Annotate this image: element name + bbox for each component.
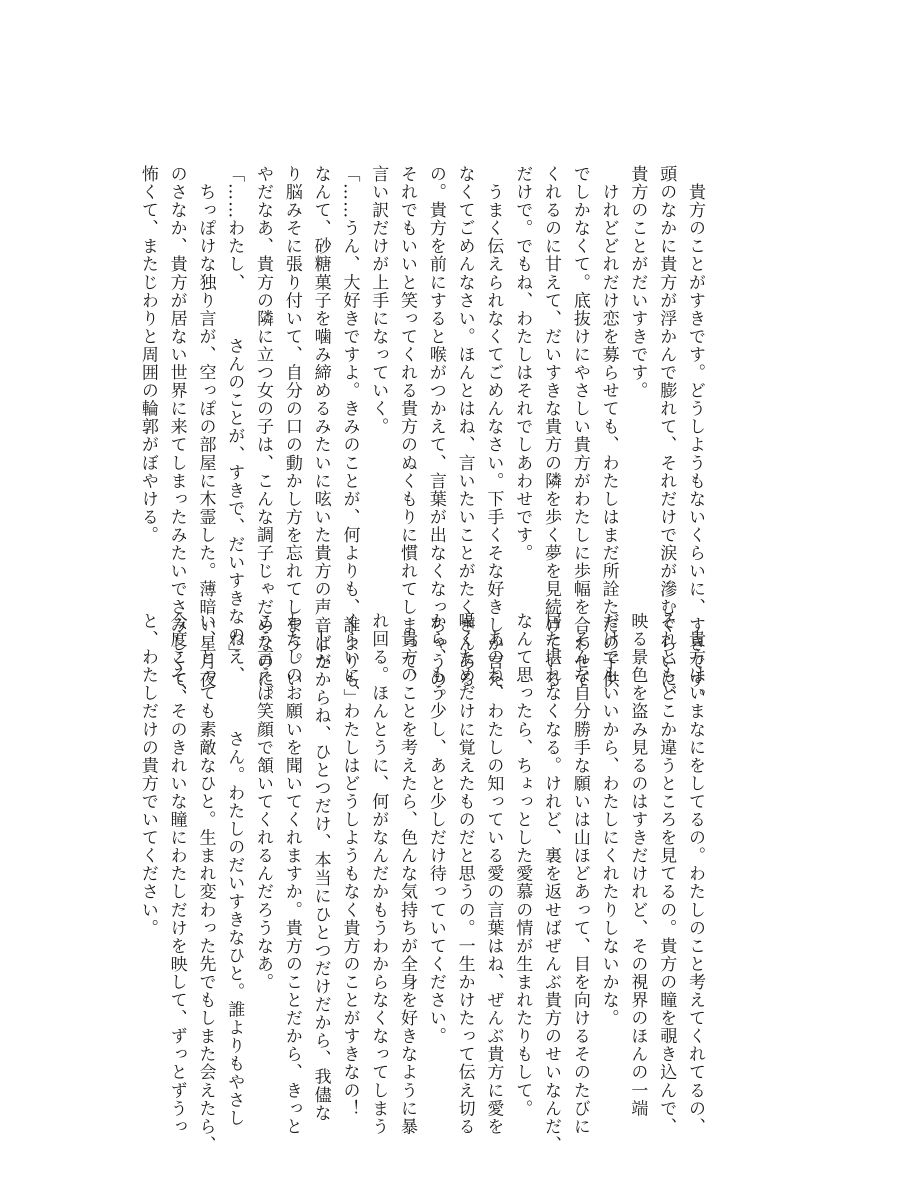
text-line: のさなか、貴方が居ない世界に来てしまったみたいでさみしくて、 <box>166 165 187 707</box>
text-line: 貴方はいまなにをしてるの。わたしのこと考えてくれてるの、 <box>685 612 705 1136</box>
text-line: ちっぽけな独り言が、空っぽの部屋に木霊した。薄暗い星月夜 <box>195 165 216 689</box>
text-line: だけでもいいから、わたしにくれたりしないかな。 <box>598 612 619 1028</box>
text-line: それともどこか違うところを見てるの。貴方の瞳を覗き込んで、 <box>656 612 677 1136</box>
text-line: り脳みそに張り付いて、自分の口の動かし方を忘れてしまう。い <box>281 165 302 689</box>
text-line: 貴方のことがだいすきです。 <box>627 165 648 400</box>
text-line: れ回る。ほんとうに、何がなんだかもうわからなくなってしまう <box>368 612 389 1136</box>
text-line: 居た堪れなくなる。けれど、裏を返せばぜんぶ貴方のせいなんだ、 <box>541 612 562 1154</box>
text-line: なんて思ったら、ちょっとした愛慕の情が生まれたりもして。 <box>512 612 533 1118</box>
text-line: なんて、砂糖菓子を噛み締めるみたいに呟いた貴方の声音ばか <box>310 165 331 671</box>
text-line: でしかなくて。底抜けにやさしい貴方がわたしに歩幅を合わせて <box>569 165 590 689</box>
text-line: それでもいいと笑ってくれる貴方のぬくもりに慣れてしまって、 <box>397 165 418 689</box>
text-line: から、もう少し、あと少しだけ待っていてください。 <box>425 612 446 1046</box>
text-line: けれどどれだけ恋を募らせても、わたしはまだ所詮ただの子供 <box>598 165 619 689</box>
lower-text-block <box>137 612 709 1154</box>
text-line: の。貴方を前にすると喉がつかえて、言葉が出なくなっちゃうの。 <box>425 165 446 707</box>
text-line: 言い訳だけが上手になっていく。 <box>368 165 389 436</box>
text-line: だけで。でもね、わたしはそれでしあわせです。 <box>512 165 533 563</box>
text-line: 怖くて、またじわりと周囲の輪郭がぼやける。 <box>137 165 158 545</box>
text-line: 映る景色を盗み見るのはすきだけれど、その視界のほんの一端 <box>627 612 648 1118</box>
text-line: あのね、わたしの知っている愛の言葉はね、ぜんぶ貴方に愛を <box>483 612 504 1136</box>
text-line: くれるのに甘えて、だいすきな貴方の隣を歩く夢を見続けている <box>541 165 562 689</box>
text-line: 今度こそ、そのきれいな瞳にわたしだけを映して、ずっとずうっ <box>166 612 187 1136</box>
text-line: 貴方のことがすきです。どうしようもないくらいに、すきです。 <box>685 165 705 707</box>
text-line: 貴方のことを考えたら、色んな気持ちが全身を好きなように暴 <box>397 612 418 1136</box>
text-line: 囁くためだけに覚えたものだと思うの。一生かけたって伝え切る <box>454 612 475 1136</box>
text-line: ──だからね、ひとつだけ、本当にひとつだけだから、我儘な <box>310 612 331 1122</box>
text-line: うまく伝えられなくてごめんなさい。下手くそな好きしか言え <box>483 165 504 689</box>
text-line: くらいに、わたしはどうしようもなく貴方のことがすきなの！ <box>339 612 360 1118</box>
text-line: い、とっても素敵なひと。生まれ変わった先でもしまた会えたら、 <box>195 612 216 1154</box>
upper-text-block <box>137 165 709 707</box>
text-line: と、わたしだけの貴方でいてください。 <box>137 612 158 937</box>
text-line: なくてごめんなさい。ほんとはね、言いたいことがたくさんある <box>454 165 475 689</box>
text-line: わたしのお願いを聞いてくれますか。貴方のことだから、きっと <box>281 612 302 1136</box>
text-line: 頭のなかに貴方が浮かんで膨れて、それだけで涙が滲むぐらいに、 <box>656 165 677 707</box>
text-line: こう言えば笑顔で頷いてくれるんだろうなあ。 <box>253 612 274 992</box>
text-line: ねえ、 さん。わたしのだいすきなひと。誰よりもやさし <box>224 612 245 1127</box>
text-line: そんな自分勝手な願いは山ほどあって、目を向けるそのたびに <box>569 612 590 1136</box>
text-line: 「……わたし、 さんのことが、すきで、だいすきなの」 <box>224 165 245 662</box>
text-line: 「……うん、大好きですよ。きみのことが、何よりも、誰よりも」 <box>339 165 360 707</box>
text-line: やだなあ、貴方の隣に立つ女の子は、こんな調子じゃだめなのに。 <box>253 165 274 707</box>
